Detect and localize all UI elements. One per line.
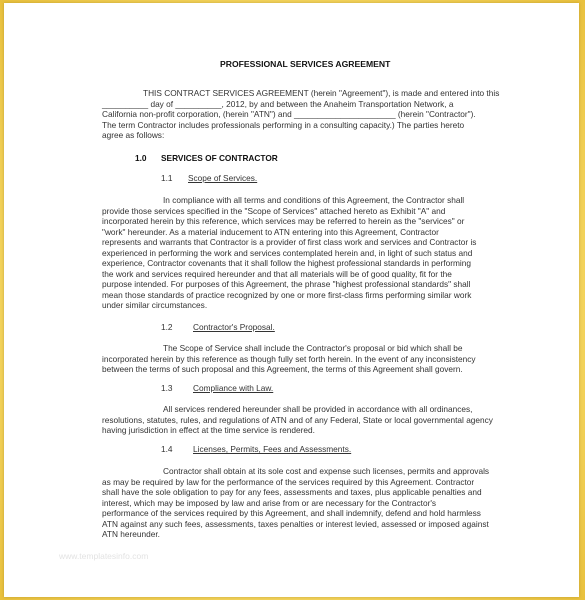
body-line: under similar circumstances.	[102, 300, 208, 310]
intro-line: The term Contractor includes professionals performing in a consulting capacity.) The parties hereto	[102, 119, 465, 130]
intro-line: __________ day of __________, 2012, by and between the Anaheim Transportation Network, a	[102, 98, 454, 109]
subsection-number: 1.3	[161, 383, 173, 393]
subsection-number: 1.1	[161, 173, 173, 183]
subsection-title: Compliance with Law.	[193, 383, 274, 393]
subsection-number: 1.2	[161, 322, 173, 332]
body-line: resolutions, statutes, rules, and regulations of ATN and of any Federal, State or local governmental agency	[102, 414, 493, 425]
subsection-number: 1.4	[161, 444, 173, 454]
document-page	[4, 3, 579, 597]
body-line: incorporated herein by this reference as though fully set forth herein. In the event of any inconsistency	[102, 353, 476, 364]
section-title: SERVICES OF CONTRACTOR	[161, 153, 278, 163]
body-line: represents and warrants that Contractor is a provider of first class work and services and Contractor is	[102, 237, 477, 247]
intro-line: agree as follows:	[102, 130, 165, 140]
body-line: having jurisdiction in effect at the time service is rendered.	[102, 425, 315, 435]
body-line: the work and services required hereunder and that all materials will be of good quality, fit for the	[102, 268, 452, 279]
document-title: PROFESSIONAL SERVICES AGREEMENT	[220, 59, 391, 69]
body-line: The Scope of Service shall include the Contractor's proposal or bid which shall be	[163, 343, 463, 353]
body-line: In compliance with all terms and conditions of this Agreement, the Contractor shall	[163, 195, 465, 205]
subsection-title: Licenses, Permits, Fees and Assessments.	[193, 444, 352, 454]
subsection-title: Contractor's Proposal.	[193, 322, 275, 332]
body-line: incorporated herein by this reference, which services may be referred to herein as the "services" or	[102, 216, 465, 226]
body-line: as may be required by law for the performance of the services required by this Agreement. Contractor	[102, 476, 475, 487]
body-line: experienced in performing the work and services contemplated herein and, in light of such status and	[102, 247, 473, 258]
body-line: shall have the sole obligation to pay for any fees, assessments and taxes, plus applicable penalties and	[102, 487, 482, 497]
body-line: ATN against any such fees, assessments, taxes penalties or interest levied, assessed or imposed against	[102, 518, 489, 529]
body-line: mean those standards of practice recognized by one or more first-class firms performing similar work	[102, 289, 472, 300]
body-line: between the terms of such proposal and this Agreement, the terms of this Agreement shall govern.	[102, 364, 463, 374]
body-line: All services rendered hereunder shall be provided in accordance with all ordinances,	[163, 404, 473, 414]
body-line: purpose intended. For purposes of this Agreement, the phrase "highest professional standards" shall	[102, 279, 471, 289]
subsection-title: Scope of Services.	[188, 173, 258, 183]
intro-line: California non-profit corporation, (herein "ATN") and ______________________ (herein "Contractor").	[102, 109, 476, 119]
watermark: www.templatesinfo.com	[59, 551, 149, 561]
body-line: interest, which may be imposed by law and arise from or are necessary for the Contractor's	[102, 497, 437, 508]
section-number: 1.0	[135, 153, 147, 163]
body-line: experience, Contractor covenants that it shall follow the highest professional standards in performing	[102, 258, 471, 268]
intro-line: THIS CONTRACT SERVICES AGREEMENT (herein "Agreement"), is made and entered into this	[143, 88, 500, 98]
body-line: Contractor shall obtain at its sole cost and expense such licenses, permits and approvals	[163, 466, 490, 476]
body-line: performance of the services required by this Agreement, and shall indemnify, defend and hold harmless	[102, 508, 481, 518]
body-line: provide those services specified in the "Scope of Services" attached hereto as Exhibit "A" and	[102, 205, 446, 216]
body-line: ATN hereunder.	[102, 529, 160, 539]
body-line: "work" hereunder. As a material inducement to ATN entering into this Agreement, Contractor	[102, 226, 439, 237]
